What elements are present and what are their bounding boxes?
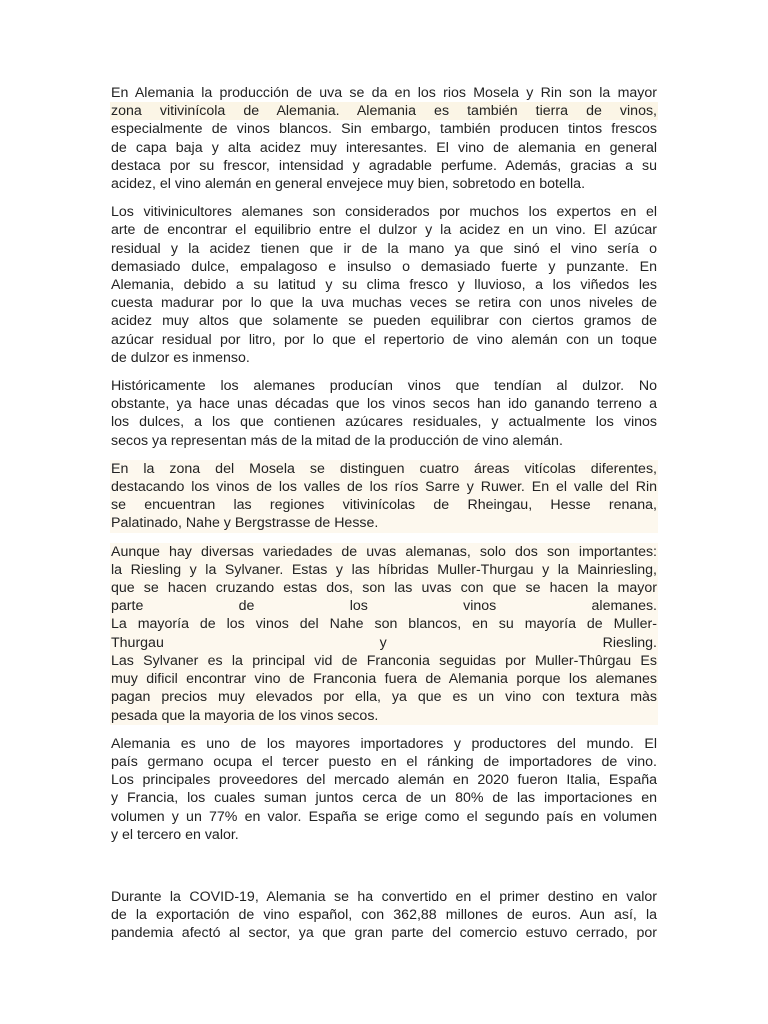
text-line: parte de los vinos alemanes.: [111, 598, 657, 615]
text-line: volumen y un 77% en valor. España se erige como el segundo país en volumen: [111, 808, 657, 825]
text-line: cuesta madurar por lo que la uva muchas veces se retira con unos niveles de: [111, 295, 657, 312]
text-line: Las Sylvaner es la principal vid de Franconia seguidas por Muller-Thûrgau Es: [111, 652, 657, 669]
text-line: de la exportación de vino español, con 362,88 millones de euros. Aun así, la: [111, 907, 657, 924]
text-line: muy dificil encontrar vino de Franconia fuera de Alemania porque los alemanes: [111, 671, 657, 688]
paragraph-spacer: [110, 854, 658, 888]
text-line: acidez, el vino alemán en general envejece muy bien, sobretodo en botella.: [111, 176, 586, 193]
text-line: que se hacen cruzando estas dos, son las uvas con que se hacen la mayor: [111, 580, 657, 597]
text-line: país germano ocupa el tercer puesto en el ránking de importadores de vino.: [111, 753, 657, 770]
text-line: Históricamente los alemanes producían vinos que tendían al dulzor. No: [111, 378, 657, 395]
paragraph-covid: [110, 888, 658, 943]
text-line: acidez muy altos que solamente se pueden equilibrar con ciertos gramos de: [111, 313, 657, 330]
paragraph-grape-varieties: [110, 543, 658, 725]
document-body: [110, 84, 658, 953]
text-line: Los vitivinicultores alemanes son considerados por muchos los expertos en el: [111, 204, 657, 221]
text-line: pesada que la mayoria de los vinos secos.: [111, 707, 379, 724]
text-line: se encuentran las regiones vitivinícolas de Rheingau, Hesse renana,: [111, 497, 657, 514]
text-line: Aunque hay diversas variedades de uvas alemanas, solo dos son importantes:: [111, 543, 657, 560]
text-line: Palatinado, Nahe y Bergstrasse de Hesse.: [111, 515, 379, 532]
text-line: la Riesling y la Sylvaner. Estas y las híbridas Muller-Thurgau y la Mainriesling,: [111, 561, 657, 578]
text-line: obstante, ya hace unas décadas que los vinos secos han ido ganando terreno a: [111, 396, 657, 413]
text-line: pagan precios muy elevados por ella, ya que es un vino con textura màs: [111, 689, 657, 706]
text-line: Alemania, debido a su latitud y su clima fresco y lluvioso, a los viñedos les: [111, 277, 657, 294]
paragraph-germany-production: [110, 84, 658, 193]
text-line: destaca por su frescor, intensidad y agradable perfume. Además, gracias a su: [111, 157, 657, 174]
text-line: y Francia, los cuales suman juntos cerca de un 80% de las importaciones en: [111, 790, 657, 807]
text-line: Alemania es uno de los mayores importadores y productores del mundo. El: [111, 735, 657, 752]
text-line: Thurgau y Riesling.: [111, 634, 657, 651]
text-line: zona vitivinícola de Alemania. Alemania es también tierra de vinos,: [111, 103, 657, 120]
text-line: Durante la COVID-19, Alemania se ha convertido en el primer destino en valor: [111, 888, 657, 905]
text-line: los dulces, a los que contienen azúcares residuales, y actualmente los vinos: [111, 414, 657, 431]
paragraph-imports: [110, 735, 658, 844]
text-line: residual y la acidez tienen que ir de la mano ya que sinó el vino sería o: [111, 240, 657, 257]
text-line: secos ya representan más de la mitad de la producción de vino alemán.: [111, 432, 563, 449]
text-line: demasiado dulce, empalagoso e insulso o demasiado fuerte y punzante. En: [111, 258, 657, 275]
text-line: especialmente de vinos blancos. Sin embargo, también producen tintos frescos: [111, 121, 657, 138]
text-line: destacando los vinos de los valles de los ríos Sarre y Ruwer. En el valle del Rin: [111, 479, 657, 496]
text-line: azúcar residual por litro, por lo que el repertorio de vino alemán con un toque: [111, 331, 657, 348]
text-line: pandemia afectó al sector, ya que gran parte del comercio estuvo cerrado, por: [111, 925, 657, 942]
text-line: arte de encontrar el equilibrio entre el dulzor y la acidez en un vino. El azúcar: [111, 222, 657, 239]
paragraph-history-sweetness: [110, 377, 658, 450]
text-line: Los principales proveedores del mercado alemán en 2020 fueron Italia, España: [111, 772, 657, 789]
paragraph-mosela-regions: [110, 460, 658, 533]
paragraph-winemakers-balance: [110, 203, 658, 367]
text-line: En Alemania la producción de uva se da en los rios Mosela y Rin son la mayor: [111, 85, 657, 101]
text-line: La mayoría de los vinos del Nahe son blancos, en su mayoría de Muller-: [111, 616, 657, 633]
text-line: En la zona del Mosela se distinguen cuatro áreas vitícolas diferentes,: [111, 460, 657, 477]
text-line: de capa baja y alta acidez muy interesantes. El vino de alemania en general: [111, 139, 657, 156]
text-line: de dulzor es inmenso.: [111, 349, 250, 366]
text-line: y el tercero en valor.: [111, 826, 239, 843]
